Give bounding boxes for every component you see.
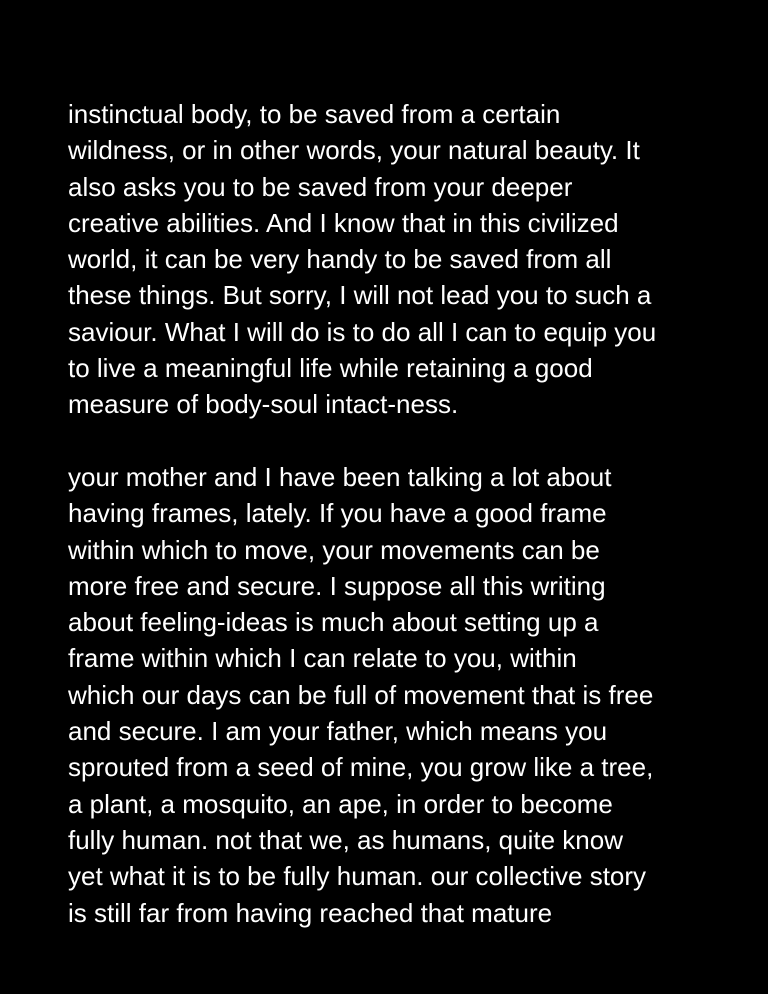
text-line: within which to move, your movements can be [68,534,600,565]
text-line: frame within which I can relate to you, within [68,643,577,674]
paragraph-1 [68,96,718,423]
text-line: to live a meaningful life while retaining a good [68,353,593,384]
text-line: a plant, a mosquito, an ape, in order to become [68,788,613,819]
text-line: about feeling-ideas is much about setting up a [68,607,599,638]
text-line: creative abilities. And I know that in this civilized [68,207,619,238]
text-line: world, it can be very handy to be saved from all [68,244,612,275]
text-line: which our days can be full of movement that is free [68,679,654,710]
document-body [68,96,718,931]
paragraph-2 [68,459,718,931]
text-line: more free and secure. I suppose all this writing [68,570,606,601]
text-line: yet what it is to be fully human. our collective story [68,861,647,892]
text-line: these things. But sorry, I will not lead you to such a [68,280,652,311]
text-line: is still far from having reached that mature [68,897,553,928]
text-line: sprouted from a seed of mine, you grow like a tree, [68,752,654,783]
text-line: saviour. What I will do is to do all I can to equip you [68,316,657,347]
text-line: measure of body-soul intact-ness. [68,389,459,420]
text-line: your mother and I have been talking a lot about [68,461,612,492]
text-line: wildness, or in other words, your natural beauty. It [68,135,640,166]
text-line: also asks you to be saved from your deeper [68,171,573,202]
text-line: and secure. I am your father, which means you [68,716,608,747]
text-line: instinctual body, to be saved from a certain [68,99,561,129]
text-line: fully human. not that we, as humans, quite know [68,824,623,855]
text-line: having frames, lately. If you have a good frame [68,498,607,529]
